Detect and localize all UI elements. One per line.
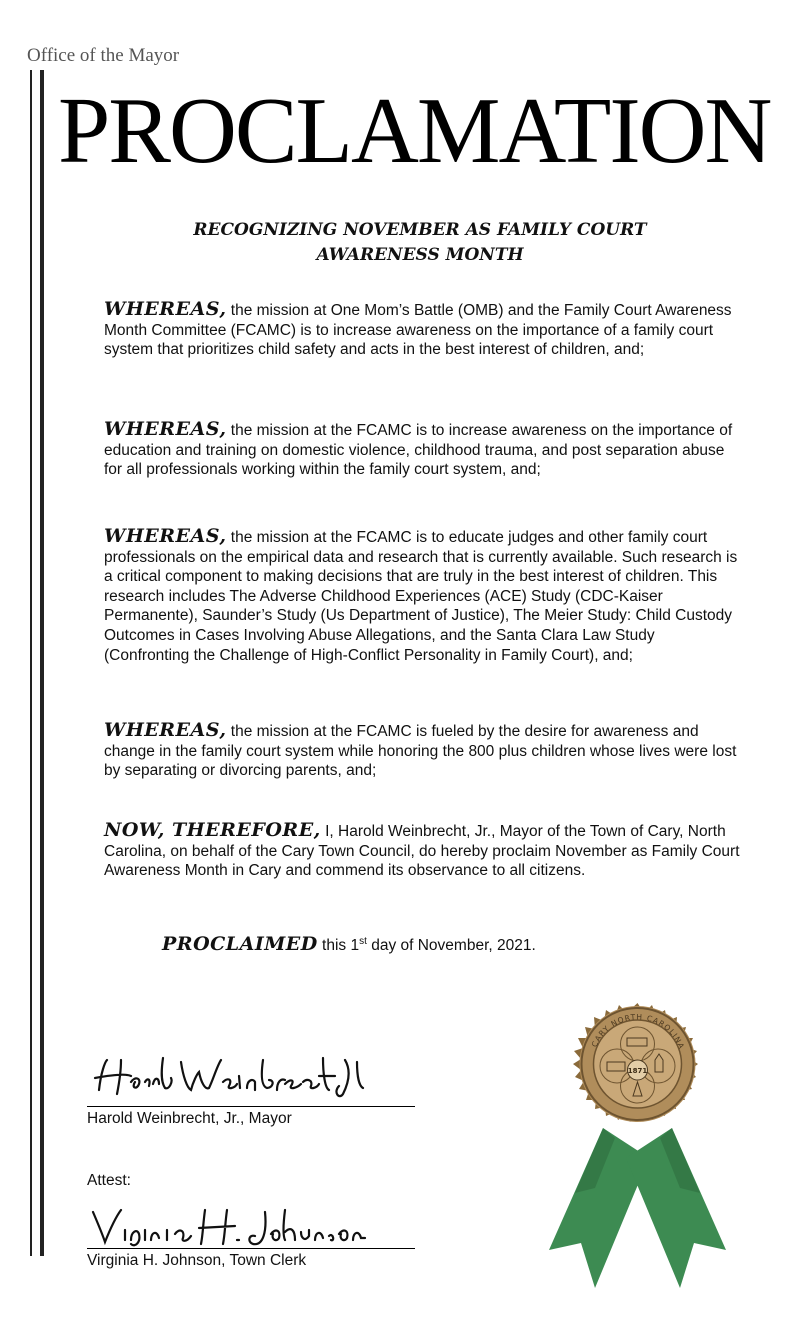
attest-label: Attest:: [87, 1172, 131, 1189]
left-border-thick: [40, 70, 44, 1256]
paragraph-text: the mission at the FCAMC is to educate judges and other family court professionals on the empirical data and research that is currently available. Such research is a critical component to making decisions that are truly in the best interest of children. This research includes The Adverse Childhood Experiences (ACE) Study (CDC-Kaiser Permanente), Saunder’s Study (Us Department of Justice), The Meier Study: Child Custody Outcomes in Cases Involving Abuse Allegations, and the Santa Clara Law Study (Confronting the Challenge of High-Conflict Personality in Family Court), and;: [104, 529, 738, 664]
office-heading: Office of the Mayor: [27, 45, 180, 66]
mayor-handwritten-signature: [87, 1052, 387, 1100]
whereas-paragraph-1: [104, 300, 744, 360]
paragraph-lead: WHEREAS,: [104, 418, 227, 440]
paragraph-lead: WHEREAS,: [104, 298, 227, 320]
whereas-paragraph-3: [104, 527, 744, 665]
paragraph-text: I, Harold Weinbrecht, Jr., Mayor of the Town of Cary, North Carolina, on behalf of the Cary Town Council, do hereby proclaim November as Family Court Awareness Month in Cary and commend its observance to all citizens.: [104, 823, 740, 880]
left-border-thin: [30, 70, 32, 1256]
paragraph-lead: WHEREAS,: [104, 719, 227, 741]
paragraph-lead: NOW, THEREFORE,: [104, 819, 321, 841]
town-seal-icon: [545, 988, 730, 1298]
subtitle-line-1: RECOGNIZING NOVEMBER AS FAMILY COURT: [193, 220, 647, 240]
paragraph-lead: WHEREAS,: [104, 525, 227, 547]
proclaimed-lead: PROCLAIMED: [162, 933, 318, 955]
paragraph-text: the mission at the FCAMC is to increase awareness on the importance of education and training on domestic violence, childhood trauma, and post separation abuse for all professionals working within the family court system, and;: [104, 422, 733, 479]
clerk-name-title: Virginia H. Johnson, Town Clerk: [87, 1252, 307, 1269]
mayor-name-title: Harold Weinbrecht, Jr., Mayor: [87, 1110, 292, 1127]
seal-ring-text: CARY NORTH CAROLINA: [589, 1012, 687, 1051]
proclaimed-text: this 1: [322, 937, 360, 954]
paragraph-text: the mission at One Mom’s Battle (OMB) and the Family Court Awareness Month Committee (FCAMC) is to increase awareness on the importance of a family court system that prioritizes child safety and acts in the best interest of children, and;: [104, 302, 732, 359]
paragraph-text: the mission at the FCAMC is fueled by the desire for awareness and change in the family court system while honoring the 800 plus children whose lives were lost by separating or divorcing parents, and;: [104, 723, 737, 780]
whereas-paragraph-4: [104, 721, 744, 781]
ordinal-suffix: st: [359, 935, 367, 947]
clerk-handwritten-signature: [87, 1202, 387, 1250]
mayor-signature-block: [87, 1060, 415, 1128]
subtitle-line-2: AWARENESS MONTH: [316, 245, 524, 265]
proclamation-subtitle: [150, 218, 690, 268]
mayor-signature-line: [87, 1106, 415, 1107]
proclamation-title: PROCLAMATION: [58, 79, 771, 183]
proclaimed-date: [162, 933, 536, 955]
proclaimed-date-text: day of November, 2021.: [371, 937, 536, 954]
clerk-signature-block: [87, 1212, 415, 1270]
whereas-paragraph-2: [104, 420, 744, 480]
now-therefore-paragraph: [104, 821, 744, 881]
seal-year: 1871: [627, 1067, 648, 1075]
